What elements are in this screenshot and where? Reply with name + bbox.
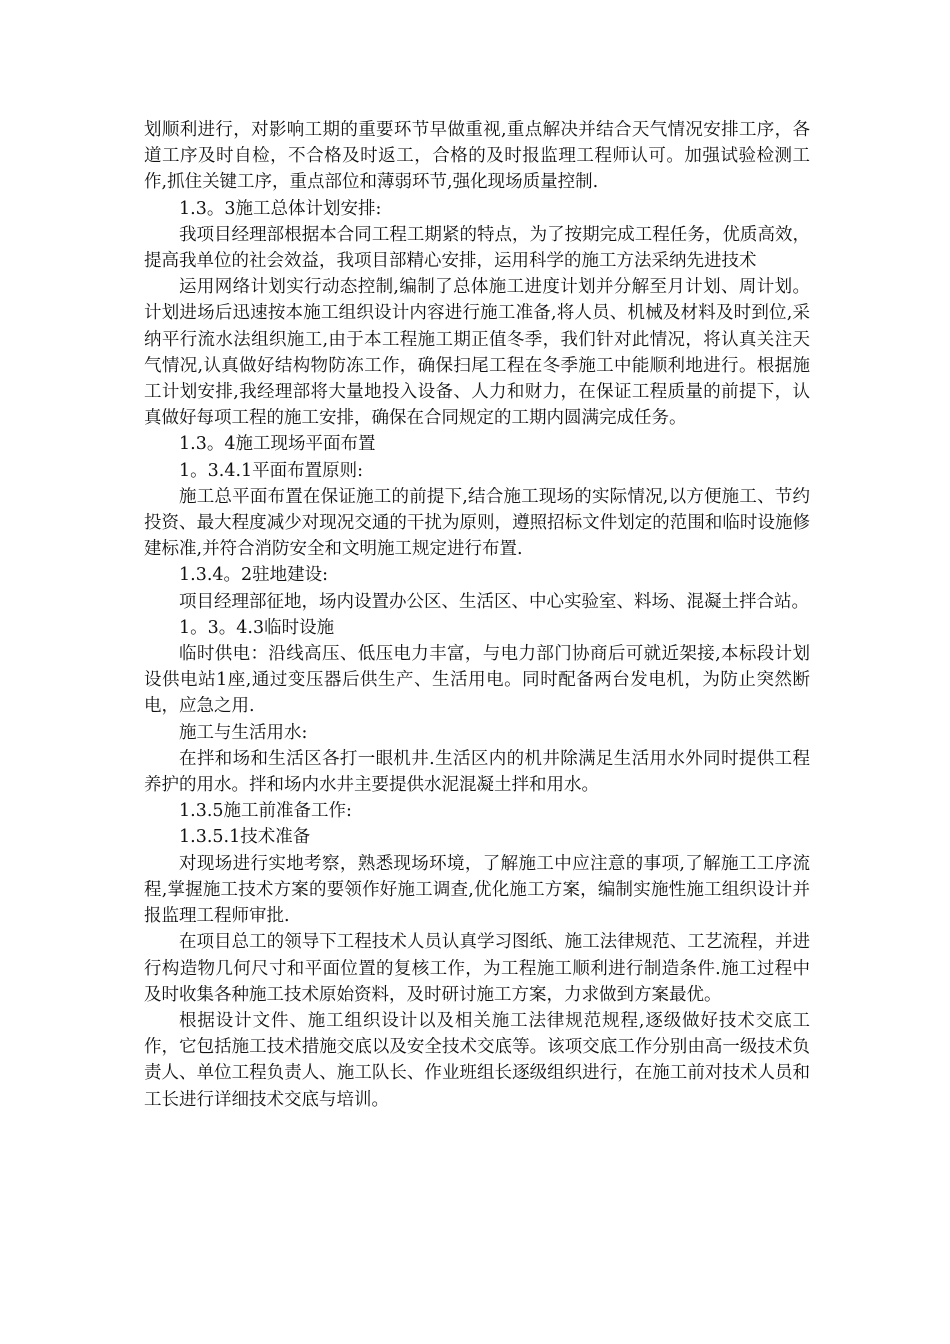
section-heading-1-3-5-1: 1.3.5.1技术准备 xyxy=(179,827,311,848)
paragraph-body: 我项目经理部根据本合同工程工期紧的特点，为了按期完成工程任务，优质高效，提高我单位的社会效益，我项目部精心安排，运用科学的施工方法采纳先进技术 xyxy=(144,224,810,272)
paragraph-body: 运用网络计划实行动态控制,编制了总体施工进度计划并分解至月计划、周计划。计划进场后迅速按本施工组织设计内容进行施工准备,将人员、机械及材料及时到位,采纳平行流水法组织施工,由于本工程施工期正值冬季，我们针对此情况，将认真关注天气情况,认真做好结构物防冻工作，确保扫尾工程在冬季施工中能顺利地进行。根据施工计划安排,我经理部将大量地投入设备、人力和财力，在保证工程质量的前提下，认真做好每项工程的施工安排，确保在合同规定的工期内圆满完成任务。 xyxy=(144,277,810,429)
paragraph-body: 项目经理部征地，场内设置办公区、生活区、中心实验室、料场、混凝土拌合站。 xyxy=(179,591,809,612)
section-heading-1-3-4: 1.3。4施工现场平面布置 xyxy=(179,434,376,455)
paragraph-continuation: 划顺利进行，对影响工期的重要环节早做重视,重点解决并结合天气情况安排工序，各道工序及时自检，不合格及时返工，合格的及时报监理工程师认可。加强试验检测工作,抓住关键工序，重点部位和薄弱环节,强化现场质量控制. xyxy=(144,120,810,193)
section-heading-1-3-5: 1.3.5施工前准备工作: xyxy=(179,801,352,822)
paragraph-body: 临时供电：沿线高压、低压电力丰富，与电力部门协商后可就近架接,本标段计划设供电站1座,通过变压器后供生产、生活用电。同时配备两台发电机，为防止突然断电，应急之用. xyxy=(144,644,810,717)
document-page xyxy=(144,117,810,1113)
section-heading-1-3-4-2: 1.3.4。2驻地建设: xyxy=(179,565,329,586)
section-heading-1-3-4-1: 1。3.4.1平面布置原则: xyxy=(179,460,364,481)
subheading-water-supply: 施工与生活用水: xyxy=(179,722,308,743)
paragraph-body: 对现场进行实地考察，熟悉现场环境，了解施工中应注意的事项,了解施工工序流程,掌握施工技术方案的要领作好施工调查,优化施工方案，编制实施性施工组织设计并报监理工程师审批. xyxy=(144,853,810,927)
paragraph-body: 根据设计文件、施工组织设计以及相关施工法律规范规程,逐级做好技术交底工作，它包括施工技术措施交底以及安全技术交底等。该项交底工作分别由高一级技术负责人、单位工程负责人、施工队长、作业班组长逐级组织进行，在施工前对技术人员和工长进行详细技术交底与培训。 xyxy=(144,1010,810,1110)
paragraph-body: 在拌和场和生活区各打一眼机井.生活区内的机井除满足生活用水外同时提供工程养护的用水。拌和场内水井主要提供水泥混凝土拌和用水。 xyxy=(144,748,810,796)
paragraph-body: 在项目总工的领导下工程技术人员认真学习图纸、施工法律规范、工艺流程，并进行构造物几何尺寸和平面位置的复核工作，为工程施工顺利进行制造条件.施工过程中及时收集各种施工技术原始资料，及时研讨施工方案，力求做到方案最优。 xyxy=(144,932,810,1005)
section-heading-1-3-4-3: 1。3。4.3临时设施 xyxy=(179,617,335,638)
section-heading-1-3-3: 1.3。3施工总体计划安排: xyxy=(179,198,382,219)
paragraph-body: 施工总平面布置在保证施工的前提下,结合施工现场的实际情况,以方便施工、节约投资、最大程度减少对现况交通的干扰为原则，遵照招标文件划定的范围和临时设施修建标准,并符合消防安全和文明施工规定进行布置. xyxy=(144,486,810,560)
